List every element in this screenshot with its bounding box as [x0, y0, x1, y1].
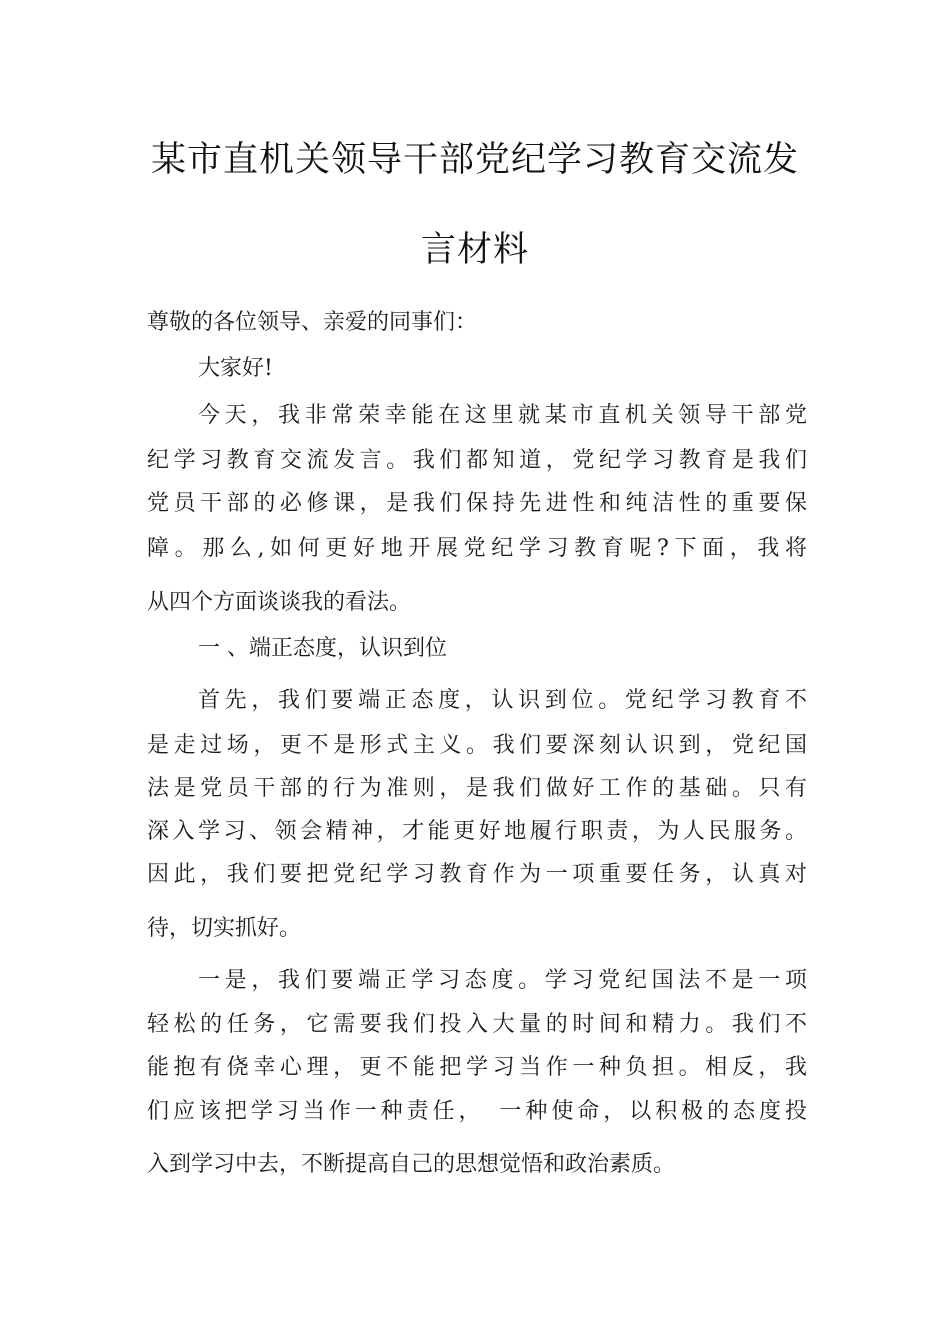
body-line: 们应该把学习当作一种责任， 一种使命，以积极的态度投 — [147, 1099, 807, 1124]
body-line: 障。那么,如何更好地开展党纪学习教育呢?下面，我将 — [147, 536, 807, 561]
body-line: 法是党员干部的行为准则，是我们做好工作的基础。只有 — [147, 776, 807, 801]
document-title-line-2: 言材料 — [420, 230, 529, 270]
salutation: 尊敬的各位领导、亲爱的同事们： — [147, 310, 478, 335]
body-line: 深入学习、领会精神，才能更好地履行职责，为人民服务。 — [147, 819, 807, 844]
body-line: 一是，我们要端正学习态度。学习党纪国法不是一项 — [198, 968, 807, 993]
body-line: 轻松的任务，它需要我们投入大量的时间和精力。我们不 — [147, 1012, 807, 1037]
document-title-line-1: 某市直机关领导干部党纪学习教育交流发 — [150, 140, 799, 180]
body-line: 入到学习中去，不断提高自己的思想觉悟和政治素质。 — [147, 1152, 676, 1177]
body-line: 党员干部的必修课，是我们保持先进性和纯洁性的重要保 — [147, 491, 807, 516]
greeting: 大家好! — [198, 356, 273, 381]
body-line: 能抱有侥幸心理，更不能把学习当作一种负担。相反，我 — [147, 1055, 807, 1080]
body-line: 首先，我们要端正态度，认识到位。党纪学习教育不 — [198, 688, 807, 713]
body-line: 纪学习教育交流发言。我们都知道，党纪学习教育是我们 — [147, 448, 807, 473]
body-line: 从四个方面谈谈我的看法。 — [147, 590, 412, 615]
body-line: 是走过场，更不是形式主义。我们要深刻认识到，党纪国 — [147, 733, 807, 758]
body-line: 待，切实抓好。 — [147, 916, 302, 941]
body-line: 今天，我非常荣幸能在这里就某市直机关领导干部党 — [198, 403, 807, 428]
section-heading: 一 、端正态度，认识到位 — [198, 636, 447, 661]
body-line: 因此，我们要把党纪学习教育作为一项重要任务，认真对 — [147, 862, 807, 887]
